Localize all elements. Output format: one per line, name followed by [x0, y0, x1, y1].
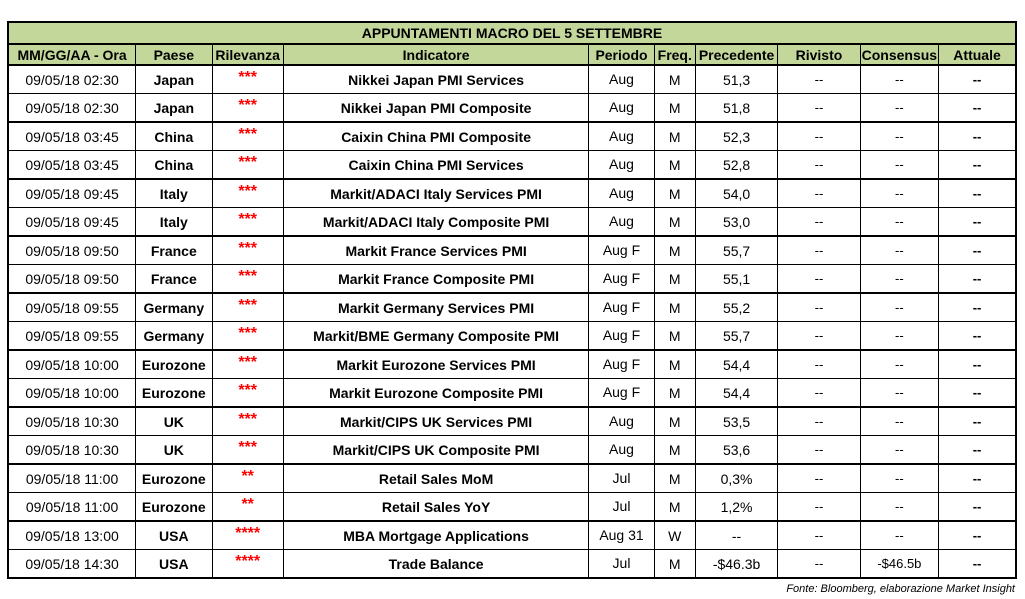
cell-revised: -- [778, 122, 860, 151]
table-row [8, 151, 1016, 180]
table-row [8, 293, 1016, 322]
col-consensus: Consensus [860, 44, 938, 65]
cell-consensus: -- [860, 407, 938, 436]
cell-consensus: -- [860, 493, 938, 522]
cell-relevance: *** [212, 350, 283, 379]
cell-date: 09/05/18 09:45 [8, 179, 136, 208]
cell-period: Jul [589, 464, 654, 493]
cell-country: Germany [136, 293, 212, 322]
cell-relevance: ** [212, 493, 283, 522]
cell-frequency: M [654, 293, 695, 322]
cell-indicator: Nikkei Japan PMI Services [283, 65, 589, 94]
cell-relevance: *** [212, 151, 283, 180]
cell-country: Eurozone [136, 350, 212, 379]
table-title: APPUNTAMENTI MACRO DEL 5 SETTEMBRE [8, 22, 1016, 44]
cell-consensus: -- [860, 265, 938, 294]
cell-date: 09/05/18 13:00 [8, 521, 136, 550]
cell-indicator: Markit Eurozone Composite PMI [283, 379, 589, 408]
cell-period: Aug F [589, 350, 654, 379]
cell-country: Eurozone [136, 464, 212, 493]
cell-consensus: -- [860, 350, 938, 379]
cell-relevance: *** [212, 407, 283, 436]
cell-revised: -- [778, 493, 860, 522]
table-row [8, 265, 1016, 294]
cell-date: 09/05/18 09:55 [8, 322, 136, 351]
table-row [8, 436, 1016, 465]
cell-frequency: M [654, 436, 695, 465]
cell-actual: -- [939, 493, 1016, 522]
cell-indicator: Markit/CIPS UK Services PMI [283, 407, 589, 436]
cell-indicator: Markit/BME Germany Composite PMI [283, 322, 589, 351]
cell-relevance: *** [212, 122, 283, 151]
cell-period: Aug [589, 179, 654, 208]
macro-calendar [7, 21, 1017, 579]
cell-actual: -- [939, 236, 1016, 265]
cell-consensus: -- [860, 464, 938, 493]
cell-actual: -- [939, 265, 1016, 294]
cell-indicator: Markit France Composite PMI [283, 265, 589, 294]
cell-date: 09/05/18 10:30 [8, 407, 136, 436]
table-row [8, 179, 1016, 208]
cell-frequency: M [654, 236, 695, 265]
table-row [8, 464, 1016, 493]
cell-country: China [136, 122, 212, 151]
cell-consensus: -- [860, 236, 938, 265]
table-row [8, 350, 1016, 379]
cell-previous: 54,4 [695, 350, 777, 379]
cell-period: Aug [589, 122, 654, 151]
cell-period: Aug [589, 65, 654, 94]
cell-actual: -- [939, 94, 1016, 123]
cell-frequency: W [654, 521, 695, 550]
cell-relevance: *** [212, 65, 283, 94]
cell-relevance: **** [212, 550, 283, 579]
cell-indicator: Markit/ADACI Italy Services PMI [283, 179, 589, 208]
cell-actual: -- [939, 379, 1016, 408]
cell-actual: -- [939, 293, 1016, 322]
cell-country: Eurozone [136, 379, 212, 408]
cell-period: Aug [589, 94, 654, 123]
cell-frequency: M [654, 208, 695, 237]
col-previous: Precedente [695, 44, 777, 65]
cell-revised: -- [778, 265, 860, 294]
cell-frequency: M [654, 379, 695, 408]
cell-period: Aug F [589, 322, 654, 351]
cell-revised: -- [778, 521, 860, 550]
cell-frequency: M [654, 94, 695, 123]
cell-actual: -- [939, 350, 1016, 379]
cell-revised: -- [778, 179, 860, 208]
cell-country: USA [136, 550, 212, 579]
cell-consensus: -- [860, 293, 938, 322]
cell-relevance: *** [212, 94, 283, 123]
cell-frequency: M [654, 493, 695, 522]
cell-actual: -- [939, 208, 1016, 237]
cell-consensus: -- [860, 122, 938, 151]
cell-country: Japan [136, 94, 212, 123]
table-row [8, 208, 1016, 237]
cell-revised: -- [778, 322, 860, 351]
cell-period: Aug 31 [589, 521, 654, 550]
cell-consensus: -- [860, 379, 938, 408]
cell-revised: -- [778, 94, 860, 123]
cell-revised: -- [778, 293, 860, 322]
cell-country: Italy [136, 179, 212, 208]
cell-country: Germany [136, 322, 212, 351]
calendar-table [7, 21, 1017, 579]
col-frequency: Freq. [654, 44, 695, 65]
cell-previous: 55,7 [695, 236, 777, 265]
cell-previous: 53,5 [695, 407, 777, 436]
cell-previous: 52,8 [695, 151, 777, 180]
cell-date: 09/05/18 02:30 [8, 65, 136, 94]
cell-actual: -- [939, 464, 1016, 493]
cell-date: 09/05/18 11:00 [8, 464, 136, 493]
cell-previous: 53,0 [695, 208, 777, 237]
calendar-rows [8, 65, 1016, 578]
cell-country: USA [136, 521, 212, 550]
cell-frequency: M [654, 322, 695, 351]
cell-relevance: *** [212, 436, 283, 465]
cell-consensus: -- [860, 179, 938, 208]
cell-indicator: Caixin China PMI Services [283, 151, 589, 180]
cell-consensus: -- [860, 208, 938, 237]
cell-indicator: Nikkei Japan PMI Composite [283, 94, 589, 123]
cell-actual: -- [939, 550, 1016, 579]
cell-date: 09/05/18 09:45 [8, 208, 136, 237]
cell-previous: 55,2 [695, 293, 777, 322]
cell-period: Aug [589, 407, 654, 436]
table-row [8, 122, 1016, 151]
cell-indicator: Markit France Services PMI [283, 236, 589, 265]
cell-consensus: -- [860, 94, 938, 123]
cell-date: 09/05/18 09:50 [8, 265, 136, 294]
cell-relevance: *** [212, 236, 283, 265]
cell-date: 09/05/18 03:45 [8, 151, 136, 180]
cell-frequency: M [654, 179, 695, 208]
cell-country: UK [136, 436, 212, 465]
cell-previous: -- [695, 521, 777, 550]
cell-revised: -- [778, 379, 860, 408]
col-revised: Rivisto [778, 44, 860, 65]
cell-revised: -- [778, 65, 860, 94]
cell-relevance: *** [212, 379, 283, 408]
cell-country: France [136, 265, 212, 294]
cell-previous: 54,4 [695, 379, 777, 408]
cell-frequency: M [654, 265, 695, 294]
cell-actual: -- [939, 122, 1016, 151]
cell-date: 09/05/18 03:45 [8, 122, 136, 151]
cell-indicator: Trade Balance [283, 550, 589, 579]
table-row [8, 379, 1016, 408]
cell-actual: -- [939, 521, 1016, 550]
col-period: Periodo [589, 44, 654, 65]
cell-revised: -- [778, 436, 860, 465]
column-headers [8, 44, 1016, 65]
source-note: Fonte: Bloomberg, elaborazione Market Insight [786, 583, 1015, 595]
cell-country: Japan [136, 65, 212, 94]
cell-revised: -- [778, 208, 860, 237]
cell-country: China [136, 151, 212, 180]
cell-revised: -- [778, 151, 860, 180]
cell-indicator: Markit Germany Services PMI [283, 293, 589, 322]
cell-frequency: M [654, 350, 695, 379]
cell-country: Eurozone [136, 493, 212, 522]
cell-previous: 51,8 [695, 94, 777, 123]
cell-country: France [136, 236, 212, 265]
cell-date: 09/05/18 14:30 [8, 550, 136, 579]
cell-indicator: Caixin China PMI Composite [283, 122, 589, 151]
cell-period: Jul [589, 550, 654, 579]
cell-previous: 51,3 [695, 65, 777, 94]
cell-previous: 1,2% [695, 493, 777, 522]
cell-date: 09/05/18 10:30 [8, 436, 136, 465]
cell-frequency: M [654, 122, 695, 151]
cell-period: Aug [589, 436, 654, 465]
cell-relevance: *** [212, 179, 283, 208]
cell-revised: -- [778, 464, 860, 493]
table-row [8, 94, 1016, 123]
cell-date: 09/05/18 11:00 [8, 493, 136, 522]
cell-period: Jul [589, 493, 654, 522]
cell-revised: -- [778, 550, 860, 579]
cell-consensus: -- [860, 436, 938, 465]
cell-relevance: *** [212, 265, 283, 294]
cell-relevance: *** [212, 293, 283, 322]
cell-previous: 52,3 [695, 122, 777, 151]
cell-actual: -- [939, 151, 1016, 180]
cell-relevance: ** [212, 464, 283, 493]
cell-consensus: -- [860, 521, 938, 550]
cell-previous: 54,0 [695, 179, 777, 208]
cell-actual: -- [939, 322, 1016, 351]
cell-date: 09/05/18 02:30 [8, 94, 136, 123]
cell-indicator: Markit Eurozone Services PMI [283, 350, 589, 379]
cell-date: 09/05/18 09:55 [8, 293, 136, 322]
cell-period: Aug [589, 151, 654, 180]
cell-country: Italy [136, 208, 212, 237]
cell-relevance: **** [212, 521, 283, 550]
cell-relevance: *** [212, 208, 283, 237]
table-row [8, 550, 1016, 579]
cell-previous: 0,3% [695, 464, 777, 493]
cell-revised: -- [778, 350, 860, 379]
table-row [8, 493, 1016, 522]
cell-revised: -- [778, 236, 860, 265]
cell-period: Aug F [589, 379, 654, 408]
col-indicator: Indicatore [283, 44, 589, 65]
cell-previous: 55,1 [695, 265, 777, 294]
cell-period: Aug F [589, 236, 654, 265]
cell-date: 09/05/18 10:00 [8, 350, 136, 379]
cell-country: UK [136, 407, 212, 436]
table-row [8, 407, 1016, 436]
cell-period: Aug F [589, 293, 654, 322]
cell-previous: 53,6 [695, 436, 777, 465]
cell-frequency: M [654, 550, 695, 579]
cell-indicator: Markit/ADACI Italy Composite PMI [283, 208, 589, 237]
cell-actual: -- [939, 65, 1016, 94]
table-row [8, 322, 1016, 351]
cell-consensus: -- [860, 151, 938, 180]
cell-actual: -- [939, 407, 1016, 436]
cell-indicator: Retail Sales MoM [283, 464, 589, 493]
cell-relevance: *** [212, 322, 283, 351]
cell-consensus: -- [860, 65, 938, 94]
cell-date: 09/05/18 10:00 [8, 379, 136, 408]
cell-frequency: M [654, 151, 695, 180]
cell-consensus: -- [860, 322, 938, 351]
cell-period: Aug [589, 208, 654, 237]
table-row [8, 236, 1016, 265]
cell-revised: -- [778, 407, 860, 436]
cell-indicator: Retail Sales YoY [283, 493, 589, 522]
cell-frequency: M [654, 407, 695, 436]
cell-period: Aug F [589, 265, 654, 294]
cell-date: 09/05/18 09:50 [8, 236, 136, 265]
col-date: MM/GG/AA - Ora [8, 44, 136, 65]
table-row [8, 521, 1016, 550]
col-relevance: Rilevanza [212, 44, 283, 65]
cell-indicator: Markit/CIPS UK Composite PMI [283, 436, 589, 465]
col-actual: Attuale [939, 44, 1016, 65]
col-country: Paese [136, 44, 212, 65]
cell-previous: -$46.3b [695, 550, 777, 579]
cell-consensus: -$46.5b [860, 550, 938, 579]
cell-previous: 55,7 [695, 322, 777, 351]
cell-indicator: MBA Mortgage Applications [283, 521, 589, 550]
cell-actual: -- [939, 179, 1016, 208]
cell-frequency: M [654, 65, 695, 94]
table-row [8, 65, 1016, 94]
cell-frequency: M [654, 464, 695, 493]
cell-actual: -- [939, 436, 1016, 465]
